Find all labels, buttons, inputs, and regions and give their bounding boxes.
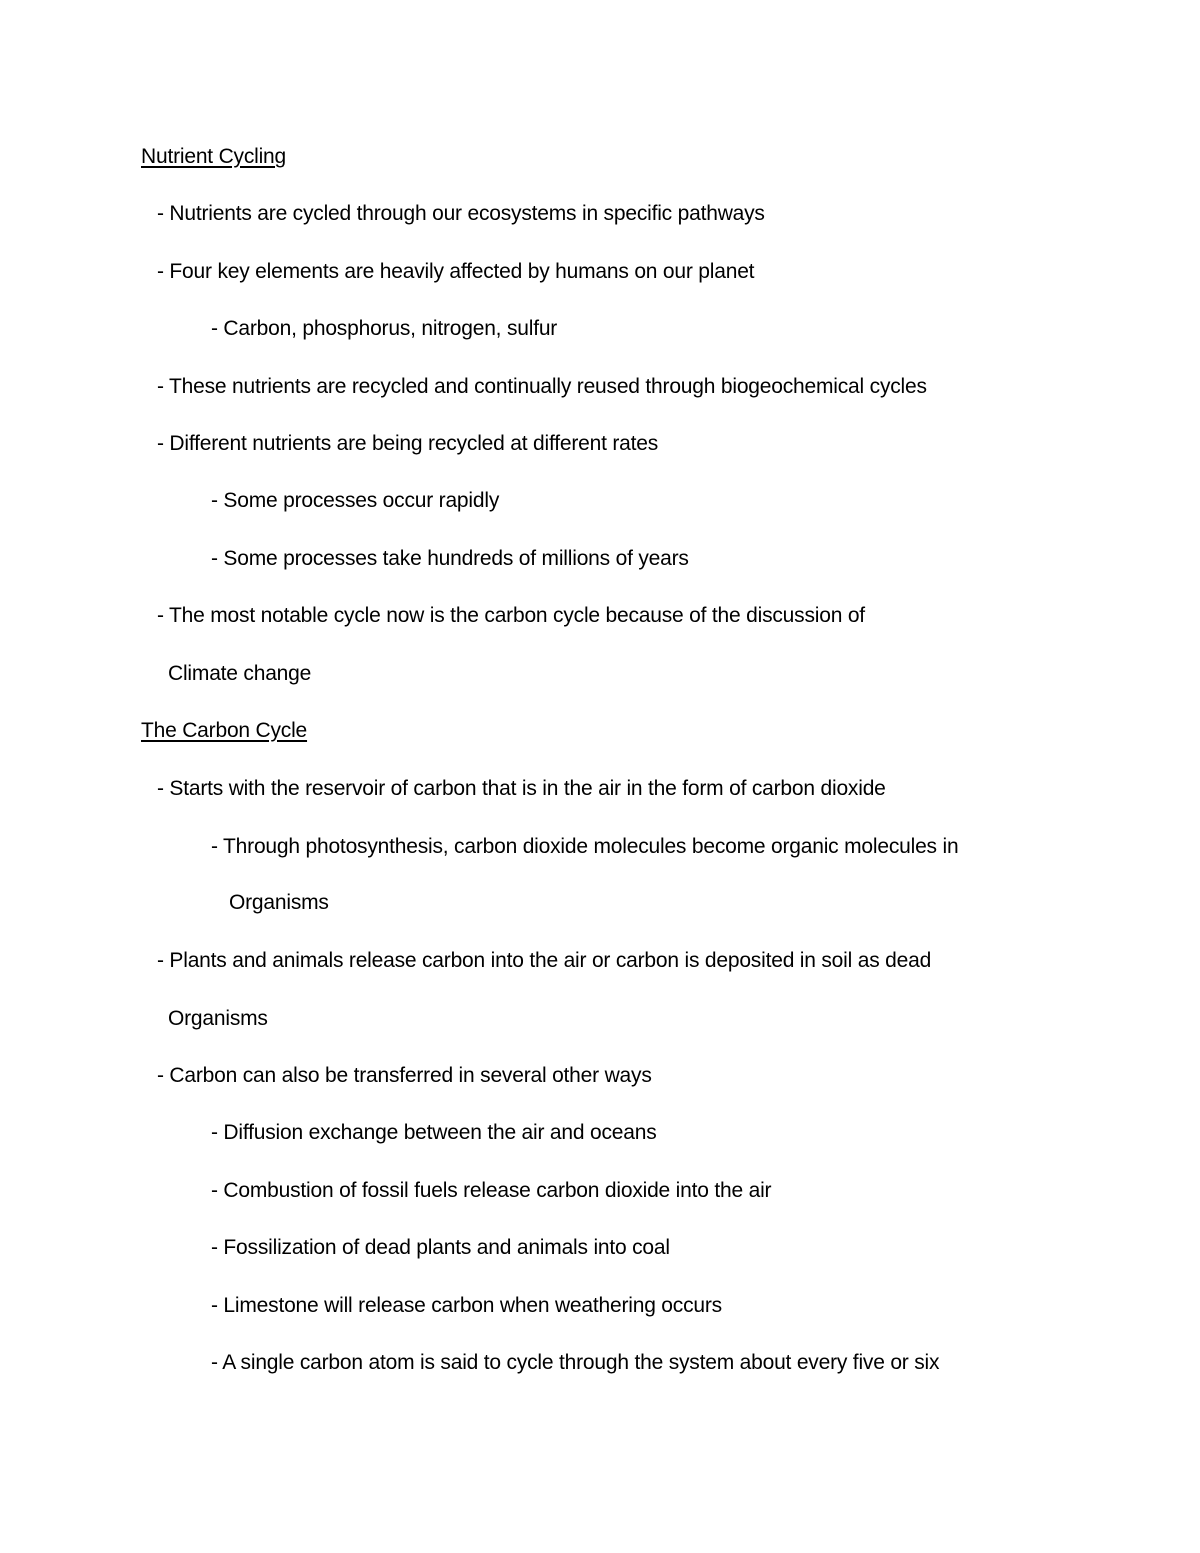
section-heading-nutrient-cycling: Nutrient Cycling [141,145,287,168]
sub-bullet-line: - Through photosynthesis, carbon dioxide molecules become organic molecules in [211,835,959,858]
continuation-line: Organisms [168,1007,268,1030]
sub-bullet-line: - Some processes occur rapidly [211,489,500,512]
sub-bullet-line: - Fossilization of dead plants and animals into coal [211,1236,670,1259]
continuation-line: Organisms [229,891,329,914]
bullet-line: - Four key elements are heavily affected by humans on our planet [157,260,755,283]
bullet-line: - These nutrients are recycled and continually reused through biogeochemical cycles [157,375,927,398]
sub-bullet-line: - Diffusion exchange between the air and oceans [211,1121,657,1144]
bullet-line: - Nutrients are cycled through our ecosystems in specific pathways [157,202,765,225]
bullet-line: - Different nutrients are being recycled at different rates [157,432,659,455]
sub-bullet-line: - Combustion of fossil fuels release carbon dioxide into the air [211,1179,772,1202]
section-heading-carbon-cycle: The Carbon Cycle [141,719,308,742]
sub-bullet-line: - Carbon, phosphorus, nitrogen, sulfur [211,317,558,340]
sub-bullet-line: - Limestone will release carbon when weathering occurs [211,1294,722,1317]
sub-bullet-line: - A single carbon atom is said to cycle through the system about every five or six [211,1351,940,1374]
bullet-line: - Plants and animals release carbon into the air or carbon is deposited in soil as dead [157,949,932,972]
sub-bullet-line: - Some processes take hundreds of millions of years [211,547,689,570]
bullet-line: - Starts with the reservoir of carbon that is in the air in the form of carbon dioxide [157,777,886,800]
continuation-line: Climate change [168,662,312,685]
bullet-line: - The most notable cycle now is the carbon cycle because of the discussion of [157,604,865,627]
bullet-line: - Carbon can also be transferred in several other ways [157,1064,652,1087]
